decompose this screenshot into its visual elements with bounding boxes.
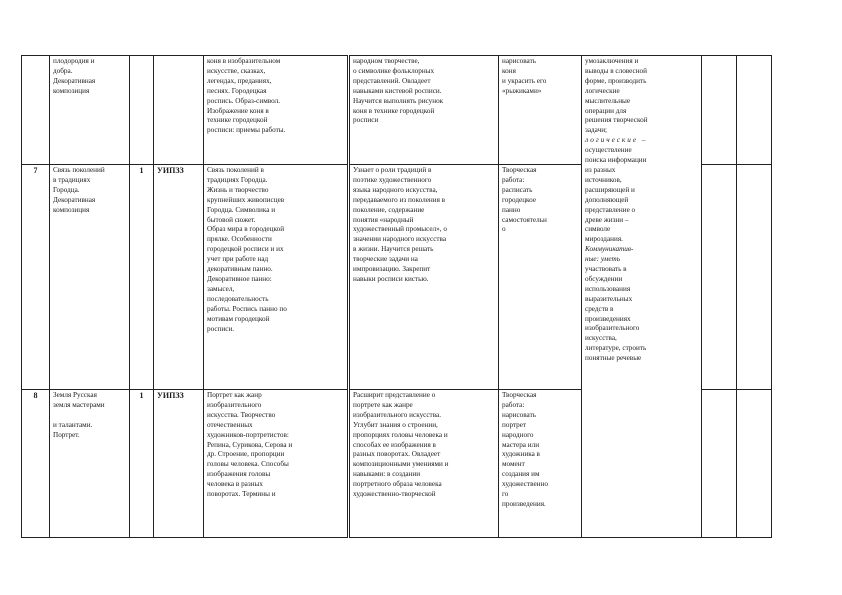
cell-line: нарисовать [502, 410, 536, 419]
cell-line: импровизацию. Закрепит [353, 265, 431, 274]
cell-line: Портрет. [53, 430, 80, 439]
cell-line: легендах, преданиях, [207, 76, 272, 85]
cell-line: го [502, 490, 509, 499]
cell-line: разных поворотах. Овладеет [353, 450, 441, 459]
cell-line: народном творчестве, [353, 57, 420, 65]
cell-line: творческие задачи на [353, 255, 418, 264]
cell-line: Творческая [502, 391, 537, 399]
cell-empty [737, 165, 772, 390]
cell-theme [50, 56, 130, 165]
cell-lesson-type [154, 56, 204, 165]
cell-line: «рыжиками» [502, 86, 542, 95]
cell-line: коня в технике городецкой [353, 106, 435, 115]
cell-line: источников, [585, 175, 622, 184]
cell-line: выразительных [585, 294, 633, 303]
cell-line: представлений. Овладеет [353, 76, 431, 85]
cell-line: Портрет как жанр [207, 391, 262, 399]
cell-line: Репина, Сурикова, Серова и [207, 440, 293, 449]
cell-line: мироздания. [585, 235, 623, 244]
cell-line: росписи [353, 116, 379, 125]
cell-line: поэтике художественного [353, 175, 432, 184]
cell-line: народного [502, 430, 534, 439]
cell-line: Творческая [502, 166, 537, 174]
cell-line: изображения головы [207, 470, 271, 479]
cell-line: логические – [585, 136, 648, 145]
cell-line: композиция [53, 86, 90, 95]
cell-line: литературе, строить [585, 344, 647, 353]
cell-line: роспись. Образ-символ. [207, 96, 280, 105]
cell-line: осуществление [585, 146, 632, 155]
cell-line [53, 411, 126, 421]
cell-line: древе жизни – [585, 215, 629, 224]
cell-empty [737, 390, 772, 538]
cell-hours [130, 56, 154, 165]
cell-line: крупнейших живописцев [207, 195, 285, 204]
cell-line: логические [585, 86, 620, 95]
cell-line: участвовать в [585, 265, 627, 274]
cell-line: головы человека. Способы [207, 460, 289, 469]
cell-line: искусстве, сказках, [207, 66, 266, 75]
cell-activity [499, 56, 582, 165]
cell-line: человека в разных [207, 480, 263, 489]
cell-content [204, 165, 349, 390]
cell-line: художника в [502, 450, 540, 459]
cell-line: решения творческой [585, 116, 648, 125]
cell-line: символе [585, 225, 611, 234]
cell-line: городецкой росписи и их [207, 245, 284, 254]
cell-line: работы. Роспись панно по [207, 304, 287, 313]
cell-line: др. Строение, пропорции [207, 450, 285, 459]
cell-hours: 1 [130, 390, 154, 538]
cell-line: о [502, 225, 506, 234]
cell-line: учет при работе над [207, 255, 269, 264]
cell-line: изобразительного [207, 400, 262, 409]
cell-line: пропорциях головы человека и [353, 430, 448, 439]
cell-content [204, 390, 349, 538]
cell-line: добра. [53, 66, 73, 75]
cell-line: расширяющей и [585, 185, 635, 194]
cell-line: художественный промысел», о [353, 225, 447, 234]
cell-line: Коммуникатив- [585, 245, 634, 254]
cell-line: искусства, [585, 334, 617, 343]
cell-line: расписать [502, 185, 533, 194]
cell-line: композиционными умениями и [353, 460, 449, 469]
cell-line: Городца. Символика и [207, 205, 276, 214]
cell-line: нарисовать [502, 57, 536, 65]
cell-line: понятные речевые [585, 354, 642, 363]
cell-line: технике городецкой [207, 116, 268, 125]
cell-hours: 1 [130, 165, 154, 390]
cell-empty [702, 390, 737, 538]
cell-line: использования [585, 284, 631, 293]
cell-line: и талантами. [53, 420, 93, 429]
cell-content [204, 56, 349, 165]
cell-line: искусства. Творчество [207, 410, 276, 419]
cell-line: последовательность [207, 294, 269, 303]
cell-line: земля мастерами [53, 400, 105, 409]
cell-line: плодородия и [53, 57, 95, 65]
cell-empty [737, 56, 772, 165]
cell-line: мастера или [502, 440, 540, 449]
lesson-plan-table [21, 55, 771, 535]
cell-line: художественно [502, 480, 548, 489]
cell-line: Образ мира в городецкой [207, 225, 285, 234]
cell-line: умозаключения и [585, 57, 639, 65]
cell-results [349, 165, 499, 390]
cell-theme [50, 165, 130, 390]
cell-number: 7 [22, 165, 50, 390]
cell-uud [582, 56, 702, 538]
cell-line: песнях. Городецкая [207, 86, 267, 95]
cell-line: самостоятельн [502, 215, 547, 224]
table-row [22, 56, 772, 165]
cell-line: средств в [585, 304, 614, 313]
cell-line: коня [502, 66, 516, 75]
cell-line: замысел, [207, 284, 235, 293]
cell-line: Связь поколений в [207, 166, 264, 174]
cell-line: бытовой сюжет. [207, 215, 256, 224]
cell-line: Жизнь и творчество [207, 185, 269, 194]
cell-line: поворотах. Термины и [207, 490, 276, 499]
cell-line: изобразительного [585, 324, 640, 333]
cell-line: языка народного искусства, [353, 185, 438, 194]
cell-lesson-type: УИПЗЗ [154, 165, 204, 390]
cell-line: навыками: в создании [353, 470, 421, 479]
cell-line: операции для [585, 106, 627, 115]
cell-line: отечественных [207, 420, 253, 429]
cell-line: Узнает о роли традиций в [353, 166, 432, 174]
cell-theme [50, 390, 130, 538]
cell-line: представление о [585, 205, 636, 214]
cell-lesson-type: УИПЗЗ [154, 390, 204, 538]
cell-line: Расширит представление о [353, 391, 436, 399]
cell-line: и украсить его [502, 76, 547, 85]
cell-line: портрете как жанре [353, 400, 413, 409]
cell-line: произведениях [585, 314, 631, 323]
cell-line: композиция [53, 205, 90, 214]
cell-activity [499, 165, 582, 390]
cell-line: ные: уметь [585, 255, 620, 264]
cell-line: городецкое [502, 195, 537, 204]
cell-line: декоративным панно. [207, 265, 273, 274]
cell-line: работа: [502, 400, 525, 409]
cell-line: дополняющей [585, 195, 629, 204]
cell-line: момент [502, 460, 525, 469]
cell-line: Городца. [53, 185, 80, 194]
cell-line: изобразительного искусства. [353, 410, 441, 419]
cell-empty [702, 165, 737, 390]
cell-line: Декоративная [53, 76, 96, 85]
cell-results [349, 390, 499, 538]
cell-line: Изображение коня в [207, 106, 269, 115]
cell-results [349, 56, 499, 165]
cell-line: создания им [502, 470, 540, 479]
cell-line: портрет [502, 420, 527, 429]
cell-line: Земля Русская [53, 391, 97, 399]
cell-line: мыслительные [585, 96, 631, 105]
cell-line: Научится выполнять рисунок [353, 96, 444, 105]
cell-line: Декоративная [53, 195, 96, 204]
cell-line: произведения. [502, 499, 546, 508]
cell-number: 8 [22, 390, 50, 538]
cell-line: о символике фольклорных [353, 66, 435, 75]
cell-line: коня в изобразительном [207, 57, 281, 65]
cell-line: панно [502, 205, 521, 214]
cell-line: художественно-творческой [353, 490, 436, 499]
cell-line: портретного образа человека [353, 480, 442, 489]
cell-line: прялке. Особенности [207, 235, 272, 244]
cell-line: Углубит знания о строении, [353, 420, 438, 429]
cell-line: росписи. [207, 324, 235, 333]
cell-number [22, 56, 50, 165]
cell-line: обсуждении [585, 274, 623, 283]
cell-line: навыки росписи кистью. [353, 274, 429, 283]
cell-line: росписи: приемы работы. [207, 126, 286, 135]
cell-line: навыками кистевой росписи. [353, 86, 442, 95]
cell-line: передаваемого из поколения в [353, 195, 446, 204]
cell-line: Связь поколений [53, 166, 105, 174]
cell-line: в традициях [53, 175, 91, 184]
cell-line: значении народного искусства [353, 235, 447, 244]
cell-line: Декоративное панно: [207, 274, 272, 283]
cell-line: мотивам городецкой [207, 314, 270, 323]
cell-line: форме, производить [585, 76, 647, 85]
cell-line: из разных [585, 165, 616, 174]
cell-empty [702, 56, 737, 165]
cell-line: традициях Городца. [207, 175, 268, 184]
cell-line: выводы в словесной [585, 66, 647, 75]
cell-line: способах ее изображения в [353, 440, 436, 449]
cell-line: в жизни. Научится решать [353, 245, 434, 254]
cell-line: понятия «народный [353, 215, 414, 224]
cell-line: задачи; [585, 126, 608, 135]
cell-activity [499, 390, 582, 538]
cell-line: работа: [502, 175, 525, 184]
cell-line: художников-портретистов: [207, 430, 289, 439]
cell-line: поколение, содержание [353, 205, 425, 214]
cell-line: поиска информации [585, 156, 647, 165]
